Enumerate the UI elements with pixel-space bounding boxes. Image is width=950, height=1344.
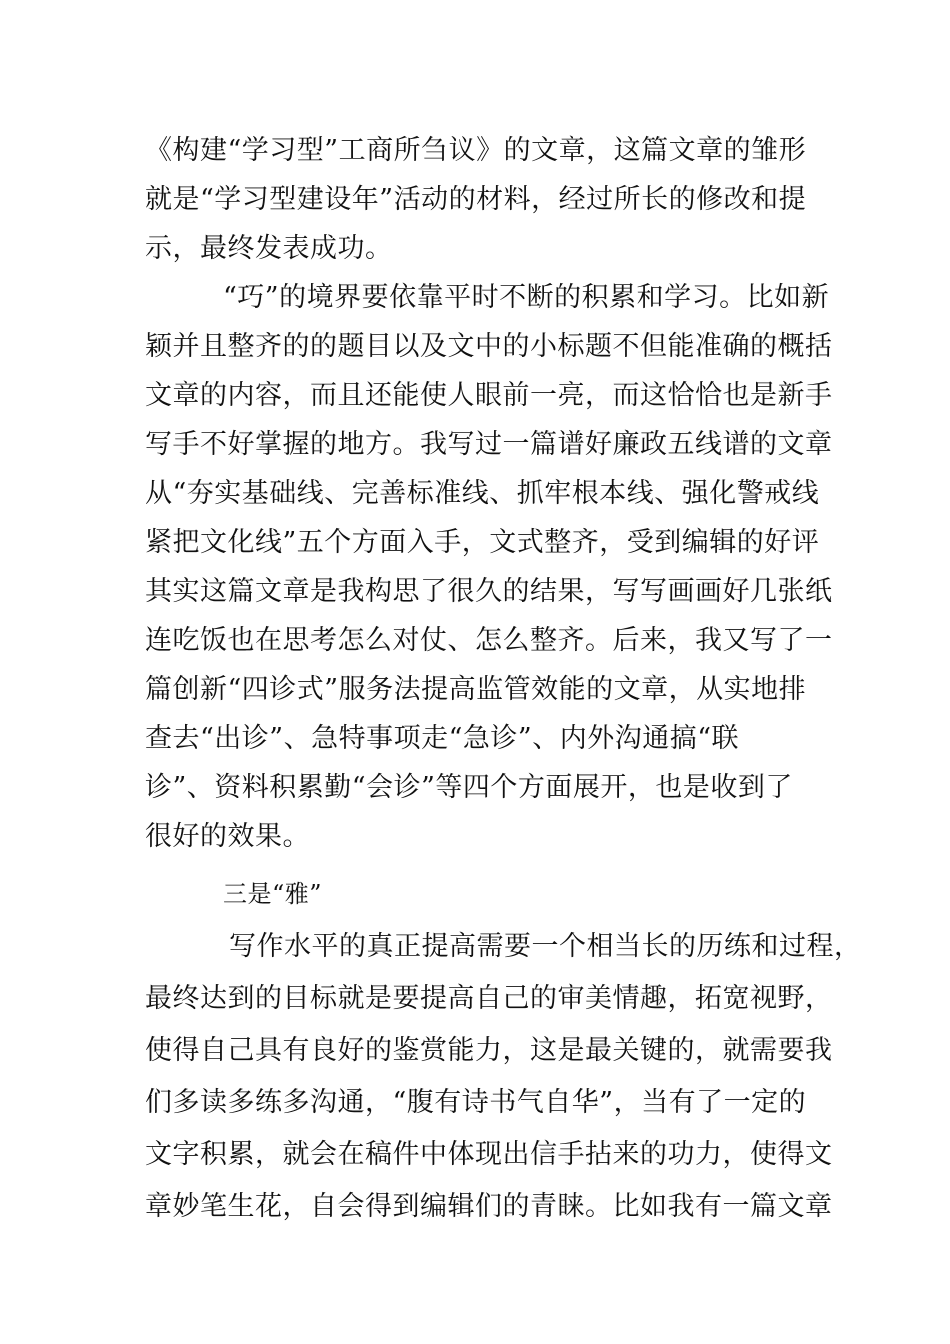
text-line: 查去“出诊”、急特事项走“急诊”、内外沟通搞“联 [145, 723, 740, 754]
text-line: 使得自己具有良好的鉴赏能力，这是最关键的，就需要我 [145, 1035, 833, 1066]
text-line: 写手不好掌握的地方。我写过一篇谱好廉政五线谱的文章 [145, 429, 833, 460]
text-line: 从“夯实基础线、完善标准线、抓牢根本线、强化警戒线 [145, 478, 820, 509]
text-line: 很好的效果。 [145, 821, 310, 852]
text-line: 紧把文化线”五个方面入手，文式整齐，受到编辑的好评 [145, 527, 820, 558]
text-line: 文字积累，就会在稿件中体现出信手拈来的功力，使得文 [145, 1139, 833, 1170]
text-line: 示，最终发表成功。 [145, 233, 393, 264]
text-line: 篇创新“四诊式”服务法提高监管效能的文章，从实地排 [145, 674, 807, 705]
text-line: 章妙笔生花，自会得到编辑们的青睐。比如我有一篇文章 [145, 1191, 833, 1222]
text-line: 颖并且整齐的的题目以及文中的小标题不但能准确的概括 [145, 331, 833, 362]
text-line: 其实这篇文章是我构思了很久的结果，写写画画好几张纸 [145, 576, 833, 607]
paragraph-first-line: 写作水平的真正提高需要一个相当长的历练和过程， [229, 931, 862, 962]
text-line: 就是“学习型建设年”活动的材料，经过所长的修改和提 [145, 184, 807, 215]
paragraph-first-line: “巧”的境界要依靠平时不断的积累和学习。比如新 [223, 282, 830, 313]
text-line: 最终达到的目标就是要提高自己的审美情趣，拓宽视野， [145, 983, 833, 1014]
text-line: 们多读多练多沟通，“腹有诗书气自华”，当有了一定的 [145, 1087, 807, 1118]
text-line: 文章的内容，而且还能使人眼前一亮，而这恰恰也是新手 [145, 380, 833, 411]
text-line: 诊”、资料积累勤“会诊”等四个方面展开，也是收到了 [145, 772, 793, 803]
text-line: 《构建“学习型”工商所刍议》的文章，这篇文章的雏形 [145, 135, 807, 166]
text-line: 连吃饭也在思考怎么对仗、怎么整齐。后来，我又写了一 [145, 625, 833, 656]
section-heading: 三是“雅” [223, 880, 323, 908]
